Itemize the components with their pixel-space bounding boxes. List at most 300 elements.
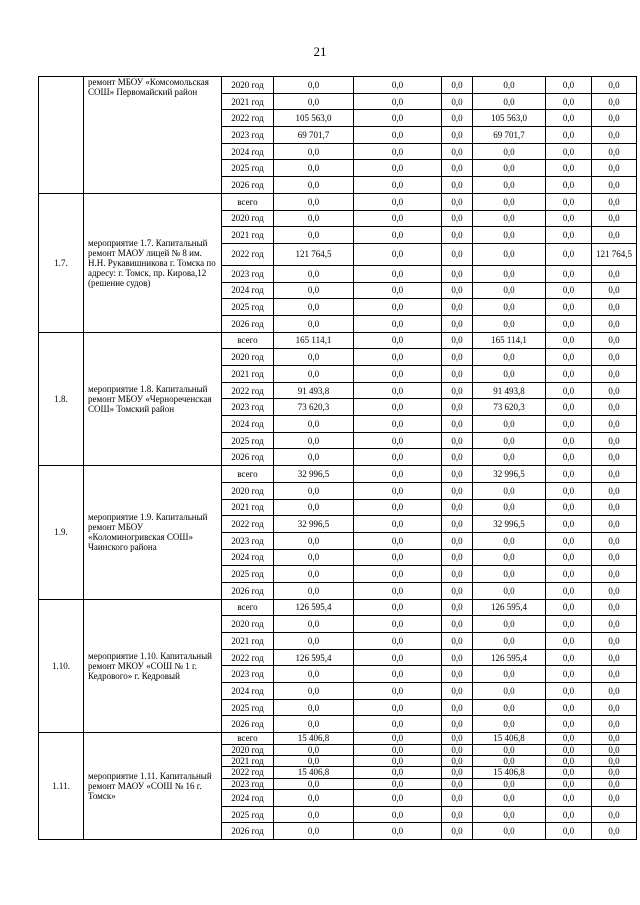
value-cell: 0,0 [354, 127, 442, 144]
value-cell: 0,0 [546, 806, 592, 823]
value-cell: 0,0 [354, 332, 442, 349]
value-cell: 0,0 [592, 767, 637, 778]
period-cell: 2025 год [222, 432, 274, 449]
value-cell: 15 406,8 [274, 733, 354, 744]
value-cell: 32 996,5 [473, 516, 546, 533]
value-cell: 0,0 [546, 683, 592, 700]
value-cell: 0,0 [546, 416, 592, 433]
value-cell: 69 701,7 [274, 127, 354, 144]
period-cell: всего [222, 193, 274, 210]
value-cell: 0,0 [592, 110, 637, 127]
value-cell: 0,0 [592, 332, 637, 349]
value-cell: 0,0 [354, 806, 442, 823]
value-cell: 0,0 [354, 77, 442, 94]
value-cell: 0,0 [592, 633, 637, 650]
value-cell: 0,0 [354, 649, 442, 666]
value-cell: 0,0 [592, 282, 637, 299]
value-cell: 0,0 [546, 532, 592, 549]
value-cell: 0,0 [473, 193, 546, 210]
value-cell: 0,0 [473, 482, 546, 499]
value-cell: 0,0 [546, 733, 592, 744]
value-cell: 0,0 [592, 582, 637, 599]
value-cell: 0,0 [354, 582, 442, 599]
value-cell: 0,0 [473, 666, 546, 683]
value-cell: 0,0 [546, 566, 592, 583]
value-cell: 0,0 [274, 432, 354, 449]
value-cell: 0,0 [354, 549, 442, 566]
value-cell: 0,0 [546, 549, 592, 566]
value-cell: 0,0 [473, 243, 546, 265]
value-cell: 0,0 [473, 790, 546, 807]
period-cell: всего [222, 332, 274, 349]
value-cell: 0,0 [546, 382, 592, 399]
value-cell: 0,0 [592, 432, 637, 449]
value-cell: 0,0 [442, 699, 473, 716]
value-cell: 0,0 [546, 332, 592, 349]
value-cell: 0,0 [442, 755, 473, 766]
value-cell: 0,0 [546, 516, 592, 533]
value-cell: 0,0 [274, 790, 354, 807]
value-cell: 0,0 [442, 416, 473, 433]
value-cell: 0,0 [354, 699, 442, 716]
value-cell: 0,0 [592, 366, 637, 383]
period-cell: 2023 год [222, 778, 274, 789]
value-cell: 0,0 [546, 778, 592, 789]
value-cell: 0,0 [274, 143, 354, 160]
value-cell: 0,0 [473, 633, 546, 650]
value-cell: 0,0 [546, 160, 592, 177]
value-cell: 0,0 [442, 499, 473, 516]
period-cell: 2024 год [222, 549, 274, 566]
period-cell: 2024 год [222, 683, 274, 700]
value-cell: 0,0 [442, 177, 473, 194]
value-cell: 0,0 [592, 265, 637, 282]
period-cell: 2025 год [222, 566, 274, 583]
value-cell: 0,0 [354, 177, 442, 194]
value-cell: 0,0 [274, 616, 354, 633]
item-number: 1.11. [39, 733, 84, 840]
value-cell: 0,0 [592, 482, 637, 499]
value-cell: 0,0 [354, 683, 442, 700]
value-cell: 0,0 [442, 193, 473, 210]
value-cell: 0,0 [354, 449, 442, 466]
value-cell: 0,0 [274, 806, 354, 823]
value-cell: 0,0 [473, 416, 546, 433]
value-cell: 0,0 [442, 716, 473, 733]
period-cell: 2026 год [222, 582, 274, 599]
value-cell: 0,0 [442, 549, 473, 566]
value-cell: 0,0 [546, 243, 592, 265]
value-cell: 0,0 [274, 683, 354, 700]
value-cell: 0,0 [442, 532, 473, 549]
period-cell: 2026 год [222, 315, 274, 332]
period-cell: 2020 год [222, 616, 274, 633]
table-row [39, 466, 637, 483]
period-cell: 2023 год [222, 666, 274, 683]
value-cell: 0,0 [354, 143, 442, 160]
item-number [39, 77, 84, 194]
value-cell: 0,0 [354, 93, 442, 110]
value-cell: 0,0 [274, 210, 354, 227]
value-cell: 32 996,5 [274, 516, 354, 533]
period-cell: всего [222, 466, 274, 483]
table-row [39, 77, 637, 94]
value-cell: 0,0 [473, 716, 546, 733]
value-cell: 0,0 [592, 823, 637, 840]
value-cell: 0,0 [274, 582, 354, 599]
value-cell: 0,0 [473, 77, 546, 94]
table-row [39, 599, 637, 616]
value-cell: 0,0 [546, 699, 592, 716]
value-cell: 0,0 [354, 110, 442, 127]
value-cell: 0,0 [442, 299, 473, 316]
value-cell: 0,0 [592, 299, 637, 316]
value-cell: 0,0 [546, 193, 592, 210]
value-cell: 0,0 [274, 265, 354, 282]
value-cell: 0,0 [592, 532, 637, 549]
value-cell: 0,0 [274, 299, 354, 316]
value-cell: 0,0 [274, 499, 354, 516]
value-cell: 0,0 [442, 143, 473, 160]
value-cell: 0,0 [473, 349, 546, 366]
value-cell: 0,0 [442, 767, 473, 778]
value-cell: 0,0 [546, 482, 592, 499]
value-cell: 0,0 [546, 282, 592, 299]
item-description: мероприятие 1.9. Капитальный ремонт МБОУ «Коломиногривская СОШ» Чаинского района [84, 466, 222, 600]
value-cell: 0,0 [473, 366, 546, 383]
value-cell: 0,0 [354, 160, 442, 177]
value-cell: 0,0 [592, 210, 637, 227]
value-cell: 0,0 [274, 177, 354, 194]
value-cell: 0,0 [592, 699, 637, 716]
value-cell: 0,0 [442, 449, 473, 466]
value-cell: 0,0 [473, 227, 546, 244]
value-cell: 0,0 [546, 716, 592, 733]
period-cell: всего [222, 599, 274, 616]
value-cell: 0,0 [546, 616, 592, 633]
value-cell: 0,0 [473, 160, 546, 177]
period-cell: 2022 год [222, 243, 274, 265]
value-cell: 0,0 [442, 466, 473, 483]
period-cell: 2020 год [222, 210, 274, 227]
value-cell: 0,0 [473, 532, 546, 549]
value-cell: 126 595,4 [473, 649, 546, 666]
value-cell: 0,0 [546, 599, 592, 616]
value-cell: 73 620,3 [473, 399, 546, 416]
value-cell: 0,0 [274, 449, 354, 466]
value-cell: 0,0 [592, 466, 637, 483]
value-cell: 0,0 [592, 93, 637, 110]
value-cell: 0,0 [274, 532, 354, 549]
value-cell: 0,0 [274, 227, 354, 244]
value-cell: 0,0 [592, 666, 637, 683]
page-number: 21 [313, 44, 327, 59]
value-cell: 0,0 [354, 349, 442, 366]
value-cell: 0,0 [592, 806, 637, 823]
period-cell: 2025 год [222, 160, 274, 177]
value-cell: 0,0 [442, 93, 473, 110]
value-cell: 0,0 [354, 299, 442, 316]
value-cell: 0,0 [592, 416, 637, 433]
value-cell: 0,0 [354, 778, 442, 789]
value-cell: 0,0 [354, 399, 442, 416]
value-cell: 0,0 [274, 755, 354, 766]
value-cell: 0,0 [592, 227, 637, 244]
item-number: 1.9. [39, 466, 84, 600]
value-cell: 0,0 [442, 399, 473, 416]
value-cell: 0,0 [546, 299, 592, 316]
value-cell: 0,0 [354, 193, 442, 210]
period-cell: 2021 год [222, 366, 274, 383]
period-cell: 2023 год [222, 127, 274, 144]
period-cell: 2024 год [222, 790, 274, 807]
value-cell: 0,0 [442, 210, 473, 227]
value-cell: 0,0 [546, 77, 592, 94]
value-cell: 0,0 [546, 466, 592, 483]
period-cell: 2025 год [222, 299, 274, 316]
value-cell: 0,0 [473, 616, 546, 633]
period-cell: 2026 год [222, 823, 274, 840]
value-cell: 0,0 [546, 265, 592, 282]
value-cell: 0,0 [442, 482, 473, 499]
value-cell: 0,0 [354, 416, 442, 433]
value-cell: 0,0 [473, 282, 546, 299]
value-cell: 0,0 [473, 177, 546, 194]
value-cell: 0,0 [592, 616, 637, 633]
value-cell: 0,0 [354, 499, 442, 516]
value-cell: 0,0 [442, 666, 473, 683]
value-cell: 0,0 [546, 449, 592, 466]
value-cell: 0,0 [354, 744, 442, 755]
value-cell: 0,0 [592, 778, 637, 789]
value-cell: 0,0 [354, 366, 442, 383]
value-cell: 0,0 [546, 227, 592, 244]
value-cell: 0,0 [592, 755, 637, 766]
value-cell: 0,0 [354, 823, 442, 840]
item-number: 1.7. [39, 193, 84, 332]
value-cell: 0,0 [592, 127, 637, 144]
value-cell: 0,0 [592, 77, 637, 94]
period-cell: 2023 год [222, 399, 274, 416]
value-cell: 0,0 [592, 566, 637, 583]
value-cell: 0,0 [592, 499, 637, 516]
value-cell: 91 493,8 [274, 382, 354, 399]
value-cell: 0,0 [442, 823, 473, 840]
period-cell: 2021 год [222, 633, 274, 650]
value-cell: 0,0 [354, 666, 442, 683]
value-cell: 0,0 [546, 499, 592, 516]
value-cell: 0,0 [592, 733, 637, 744]
value-cell: 126 595,4 [473, 599, 546, 616]
item-number: 1.10. [39, 599, 84, 733]
period-cell: 2021 год [222, 227, 274, 244]
value-cell: 0,0 [546, 127, 592, 144]
value-cell: 0,0 [354, 282, 442, 299]
value-cell: 105 563,0 [473, 110, 546, 127]
period-cell: 2025 год [222, 806, 274, 823]
value-cell: 0,0 [473, 755, 546, 766]
period-cell: 2023 год [222, 265, 274, 282]
value-cell: 0,0 [473, 93, 546, 110]
value-cell: 0,0 [354, 733, 442, 744]
value-cell: 0,0 [546, 755, 592, 766]
value-cell: 0,0 [442, 160, 473, 177]
value-cell: 0,0 [354, 716, 442, 733]
value-cell: 0,0 [442, 110, 473, 127]
value-cell: 0,0 [592, 716, 637, 733]
table-row [39, 193, 637, 210]
value-cell: 0,0 [442, 733, 473, 744]
value-cell: 0,0 [592, 399, 637, 416]
value-cell: 0,0 [274, 193, 354, 210]
value-cell: 0,0 [592, 549, 637, 566]
period-cell: 2020 год [222, 744, 274, 755]
value-cell: 0,0 [354, 767, 442, 778]
value-cell: 0,0 [473, 210, 546, 227]
period-cell: 2024 год [222, 416, 274, 433]
value-cell: 0,0 [442, 649, 473, 666]
value-cell: 0,0 [274, 823, 354, 840]
value-cell: 126 595,4 [274, 649, 354, 666]
value-cell: 0,0 [546, 93, 592, 110]
value-cell: 0,0 [592, 193, 637, 210]
value-cell: 15 406,8 [473, 733, 546, 744]
value-cell: 69 701,7 [473, 127, 546, 144]
value-cell: 0,0 [546, 143, 592, 160]
value-cell: 0,0 [546, 399, 592, 416]
period-cell: 2021 год [222, 499, 274, 516]
value-cell: 0,0 [546, 790, 592, 807]
value-cell: 0,0 [442, 366, 473, 383]
value-cell: 0,0 [592, 160, 637, 177]
period-cell: 2022 год [222, 649, 274, 666]
value-cell: 0,0 [442, 227, 473, 244]
period-cell: 2022 год [222, 516, 274, 533]
value-cell: 0,0 [274, 549, 354, 566]
value-cell: 0,0 [442, 790, 473, 807]
value-cell: 0,0 [354, 755, 442, 766]
value-cell: 0,0 [546, 666, 592, 683]
value-cell: 0,0 [354, 790, 442, 807]
value-cell: 0,0 [592, 177, 637, 194]
value-cell: 0,0 [442, 582, 473, 599]
value-cell: 0,0 [354, 466, 442, 483]
value-cell: 0,0 [274, 778, 354, 789]
table-row [39, 733, 637, 744]
value-cell: 0,0 [592, 449, 637, 466]
value-cell: 0,0 [546, 767, 592, 778]
value-cell: 0,0 [354, 566, 442, 583]
period-cell: 2022 год [222, 382, 274, 399]
value-cell: 0,0 [354, 315, 442, 332]
period-cell: 2026 год [222, 716, 274, 733]
value-cell: 0,0 [274, 566, 354, 583]
value-cell: 0,0 [274, 716, 354, 733]
value-cell: 0,0 [354, 599, 442, 616]
period-cell: 2026 год [222, 449, 274, 466]
value-cell: 32 996,5 [274, 466, 354, 483]
value-cell: 0,0 [546, 210, 592, 227]
value-cell: 0,0 [354, 616, 442, 633]
value-cell: 0,0 [546, 177, 592, 194]
value-cell: 15 406,8 [473, 767, 546, 778]
period-cell: 2024 год [222, 282, 274, 299]
period-cell: 2020 год [222, 77, 274, 94]
value-cell: 0,0 [546, 432, 592, 449]
value-cell: 0,0 [354, 432, 442, 449]
value-cell: 0,0 [274, 416, 354, 433]
value-cell: 0,0 [442, 382, 473, 399]
value-cell: 0,0 [354, 382, 442, 399]
value-cell: 0,0 [442, 315, 473, 332]
value-cell: 121 764,5 [592, 243, 637, 265]
value-cell: 0,0 [473, 744, 546, 755]
value-cell: 0,0 [442, 633, 473, 650]
value-cell: 0,0 [592, 315, 637, 332]
item-number: 1.8. [39, 332, 84, 466]
value-cell: 0,0 [442, 127, 473, 144]
value-cell: 0,0 [274, 633, 354, 650]
value-cell: 0,0 [442, 744, 473, 755]
value-cell: 105 563,0 [274, 110, 354, 127]
value-cell: 0,0 [473, 265, 546, 282]
period-cell: 2025 год [222, 699, 274, 716]
funding-table [38, 76, 637, 840]
value-cell: 0,0 [274, 93, 354, 110]
value-cell: 0,0 [442, 243, 473, 265]
value-cell: 0,0 [442, 516, 473, 533]
value-cell: 0,0 [442, 806, 473, 823]
value-cell: 0,0 [473, 499, 546, 516]
value-cell: 0,0 [473, 806, 546, 823]
period-cell: 2026 год [222, 177, 274, 194]
value-cell: 0,0 [592, 382, 637, 399]
period-cell: 2022 год [222, 110, 274, 127]
value-cell: 0,0 [442, 77, 473, 94]
value-cell: 0,0 [442, 332, 473, 349]
value-cell: 0,0 [473, 699, 546, 716]
value-cell: 121 764,5 [274, 243, 354, 265]
value-cell: 0,0 [473, 315, 546, 332]
value-cell: 0,0 [274, 482, 354, 499]
value-cell: 0,0 [354, 243, 442, 265]
value-cell: 0,0 [473, 143, 546, 160]
value-cell: 0,0 [546, 744, 592, 755]
value-cell: 0,0 [473, 449, 546, 466]
item-description: мероприятие 1.7. Капитальный ремонт МАОУ лицей № 8 им. Н.Н. Рукавишникова г. Томска по адресу: г. Томск, пр. Кирова,12 (решение судов) [84, 193, 222, 332]
value-cell: 0,0 [274, 744, 354, 755]
value-cell: 91 493,8 [473, 382, 546, 399]
value-cell: 0,0 [546, 366, 592, 383]
value-cell: 0,0 [274, 699, 354, 716]
value-cell: 0,0 [442, 616, 473, 633]
value-cell: 0,0 [592, 744, 637, 755]
value-cell: 0,0 [546, 315, 592, 332]
value-cell: 0,0 [473, 432, 546, 449]
value-cell: 126 595,4 [274, 599, 354, 616]
value-cell: 0,0 [354, 532, 442, 549]
value-cell: 15 406,8 [274, 767, 354, 778]
value-cell: 32 996,5 [473, 466, 546, 483]
value-cell: 0,0 [274, 315, 354, 332]
value-cell: 0,0 [592, 649, 637, 666]
value-cell: 0,0 [592, 683, 637, 700]
value-cell: 0,0 [546, 110, 592, 127]
value-cell: 0,0 [354, 633, 442, 650]
value-cell: 0,0 [354, 482, 442, 499]
value-cell: 0,0 [473, 823, 546, 840]
value-cell: 0,0 [546, 349, 592, 366]
